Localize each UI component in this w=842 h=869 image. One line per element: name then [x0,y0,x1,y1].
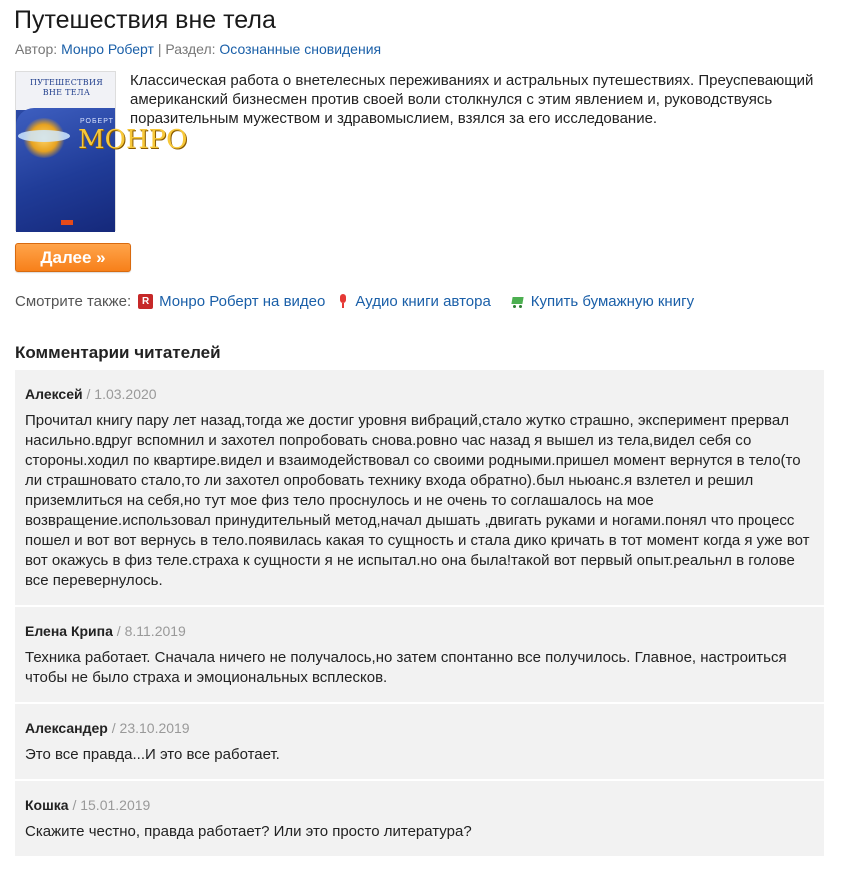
comment-author: Елена Крипа [25,623,113,639]
comment-header [25,797,814,813]
comment-header [25,386,814,402]
comment-author: Александер [25,720,108,736]
section-link[interactable]: Осознанные сновидения [219,41,382,57]
cover-author-name: МОНРО [78,125,188,155]
book-description: Классическая работа о внетелесных переживаниях и астральных путешествиях. Преуспевающий американский бизнесмен против своей воли столкнулся с этим явлением и, руководствуясь поразительным мужеством и здравомыслием, взялся за его исследование. [130,72,814,127]
see-also-label: Смотрите также: [15,293,132,310]
comment-header [25,623,814,639]
meta-separator: | [157,41,162,57]
audio-books-link-label: Аудио книги автора [355,293,491,310]
comment-date: / 23.10.2019 [107,720,190,736]
comment-text: Скажите честно, правда работает? Или это просто литература? [25,823,472,840]
next-button[interactable]: Далее » [15,243,131,272]
author-video-link[interactable] [138,293,325,310]
see-also-bar [15,293,694,310]
cover-title-line1: ПУТЕШЕСТВИЯ [30,78,103,87]
comment-date: / 15.01.2019 [68,797,151,813]
author-link[interactable]: Монро Роберт [61,41,154,57]
cover-title-line2: ВНЕ ТЕЛА [42,88,91,97]
comment-text: Техника работает. Сначала ничего не получалось,но затем спонтанно все получилось. Главное, настроиться чтобы не было страха и эмоциональных всплесков. [25,649,787,686]
comment-date: / 1.03.2020 [82,386,157,402]
comment-text: Это все правда...И это все работает. [25,746,280,763]
cover-author-first-name: РОБЕРТ [80,118,114,125]
book-cover-image[interactable] [15,71,188,231]
comments-list [15,370,824,858]
book-meta [15,41,381,57]
buy-paper-book-link-label: Купить бумажную книгу [530,293,695,310]
comment-item [15,704,824,781]
comment-item [15,607,824,704]
author-label: Автор: [15,41,58,57]
author-video-link-label: Монро Роберт на видео [159,293,326,310]
microphone-icon [337,294,349,309]
audio-books-link[interactable] [337,293,490,310]
page-title: Путешествия вне тела [14,6,276,34]
cover-title [20,78,113,98]
shopping-cart-icon [510,295,525,309]
comments-heading: Комментарии читателей [15,343,221,362]
publisher-logo-icon [61,220,73,225]
comment-item [15,781,824,858]
buy-paper-book-link[interactable] [510,293,694,310]
comment-author: Кошка [25,797,69,813]
video-r-icon: R [138,294,153,309]
cover-figure-graphic [18,130,70,142]
comment-text: Прочитал книгу пару лет назад,тогда же достиг уровня вибраций,стало жутко страшно, эксперимент прервал насильно.вдруг вспомнил и захотел попробовать снова.ровно час назад я вышел из тела,видел себя со стороны.ходил по квартире.видел и взаимодействовал со своими родными.пришел момент вернутся в тело(то ли страшновато стало,то ли захотел опробовать технику входа обратно).был ньюанс.я взлетел и решил приземлиться на себя,но тут мое физ тело проснулось и не очень то соглашалось на мое возвращение.использовал принудительный метод,начал дышать ,двигать руками и ногами.понял что процесс пошел и вот вот вернусь в тело.появилась какая то сущность и стала дико кричать в тот момент когда я уже вот вот окажусь в физ теле.страха к сущности я не испытал.но она была!такой вот первый опыт.реальнл в голове все перевернулось. [25,412,810,589]
comment-author: Алексей [25,386,83,402]
comment-date: / 8.11.2019 [112,623,186,639]
comment-header [25,720,814,736]
section-label: Раздел: [165,41,216,57]
comment-item [15,370,824,607]
